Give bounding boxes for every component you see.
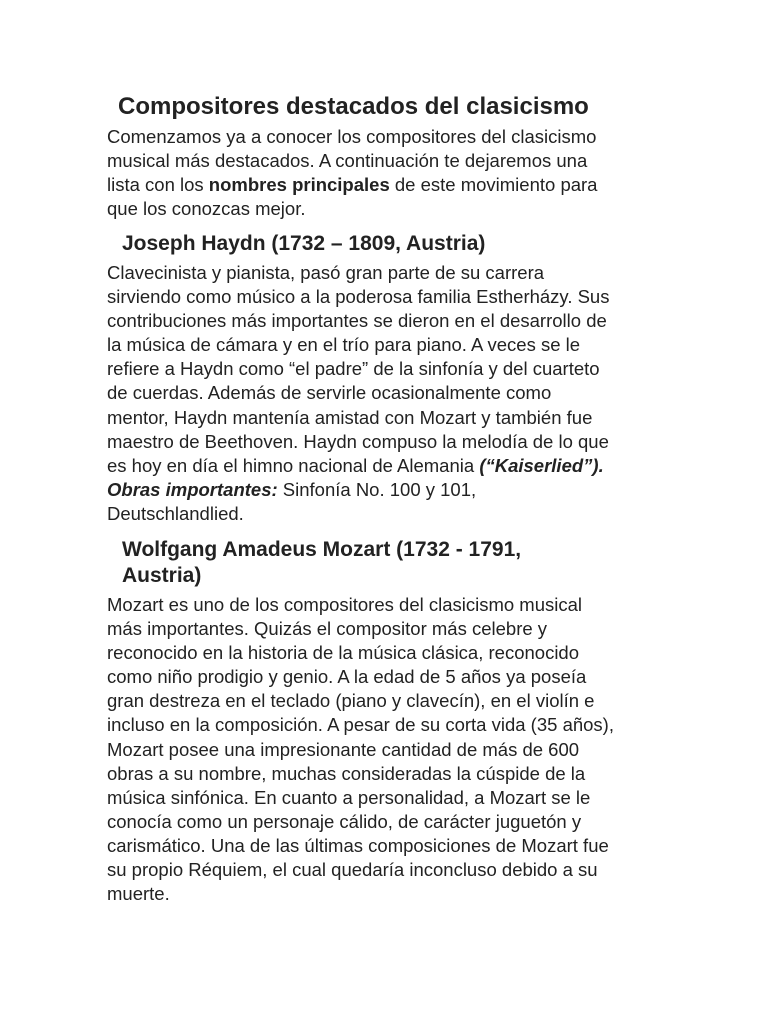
intro-line: que los conozcas mejor. <box>107 198 306 220</box>
haydn-paragraph <box>107 261 609 526</box>
mozart-line: como niño prodigio y genio. A la edad de 5 años ya poseía <box>107 666 587 688</box>
haydn-line: de cuerdas. Además de servirle ocasionalmente como <box>107 382 552 404</box>
haydn-line: refiere a Haydn como “el padre” de la sinfonía y del cuarteto <box>107 358 600 380</box>
works-text: Sinfonía No. 100 y 101, <box>277 478 477 500</box>
haydn-heading: Joseph Haydn (1732 – 1809, Austria) <box>122 232 486 255</box>
mozart-line: muerte. <box>107 883 170 905</box>
intro-text: de este movimiento para <box>389 174 598 196</box>
mozart-line: conocía como un personaje cálido, de carácter juguetón y <box>107 810 582 832</box>
intro-line <box>107 173 597 197</box>
haydn-line <box>107 478 609 502</box>
mozart-line: su propio Réquiem, el cual quedaría inconcluso debido a su <box>107 859 598 881</box>
haydn-line: mentor, Haydn mantenía amistad con Mozart y también fue <box>107 406 593 428</box>
mozart-line: obras a su nombre, muchas consideradas la cúspide de la <box>107 762 586 784</box>
mozart-line: gran destreza en el teclado (piano y clavecín), en el violín e <box>107 690 595 712</box>
kaiserlied-text: (“Kaiserlied”). <box>479 454 604 476</box>
intro-text: lista con los <box>107 174 209 196</box>
mozart-line: carismático. Una de las últimas composiciones de Mozart fue <box>107 834 609 856</box>
mozart-line: Mozart es uno de los compositores del clasicismo musical <box>107 594 583 615</box>
mozart-paragraph <box>107 593 614 906</box>
mozart-heading-continued: Austria) <box>122 564 202 587</box>
mozart-line: incluso en la composición. A pesar de su corta vida (35 años), <box>107 714 614 736</box>
mozart-line: Mozart posee una impresionante cantidad de más de 600 <box>107 738 580 760</box>
works-label: Obras importantes: <box>107 478 278 500</box>
mozart-heading: Wolfgang Amadeus Mozart (1732 - 1791, <box>122 538 522 561</box>
intro-paragraph <box>107 125 597 221</box>
mozart-line: más importantes. Quizás el compositor más celebre y <box>107 618 548 640</box>
haydn-line: sirviendo como músico a la poderosa familia Estherházy. Sus <box>107 286 610 308</box>
haydn-line <box>107 454 609 478</box>
mozart-line: música sinfónica. En cuanto a personalidad, a Mozart se le <box>107 786 591 808</box>
haydn-line: Clavecinista y pianista, pasó gran parte de su carrera <box>107 262 545 283</box>
haydn-line: la música de cámara y en el trío para piano. A veces se le <box>107 334 581 356</box>
intro-line: Comenzamos ya a conocer los compositores del clasicismo <box>107 126 597 147</box>
haydn-line: contribuciones más importantes se dieron en el desarrollo de <box>107 310 607 332</box>
haydn-line: maestro de Beethoven. Haydn compuso la melodía de lo que <box>107 430 609 452</box>
haydn-line: Deutschlandlied. <box>107 502 244 524</box>
haydn-text: es hoy en día el himno nacional de Alemania <box>107 454 480 476</box>
intro-bold-text: nombres principales <box>208 174 390 196</box>
page-title: Compositores destacados del clasicismo <box>118 93 589 120</box>
intro-line: musical más destacados. A continuación te dejaremos una <box>107 150 588 172</box>
mozart-line: reconocido en la historia de la música clásica, reconocido <box>107 642 580 664</box>
